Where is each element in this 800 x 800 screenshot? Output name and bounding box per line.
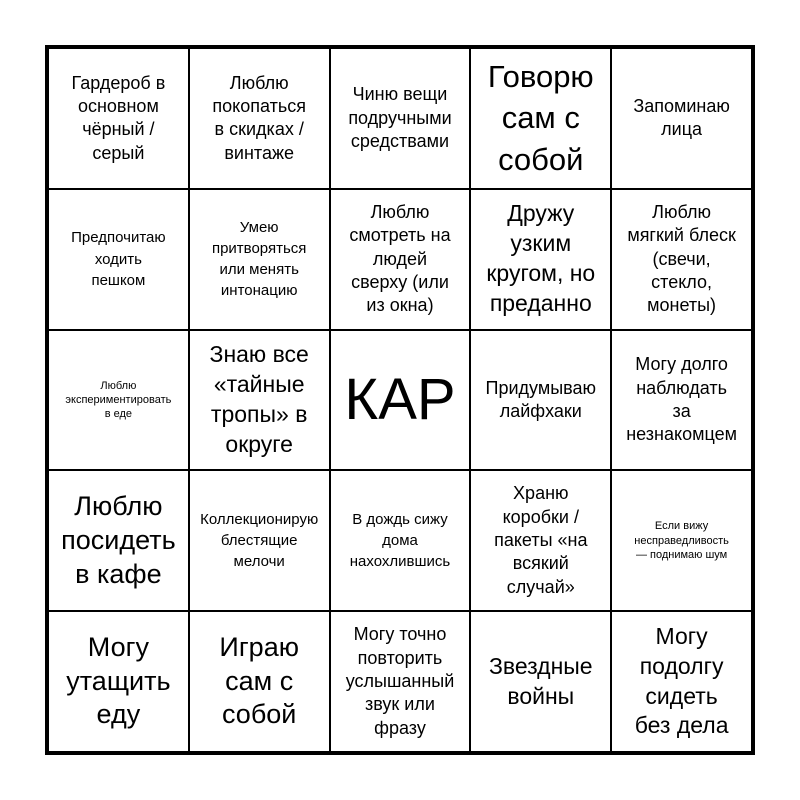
bingo-cell: Люблю смотреть на людей сверху (или из окна) (330, 189, 471, 330)
bingo-cell: Гардероб в основном чёрный / серый (48, 48, 189, 189)
bingo-cell: Люблю посидеть в кафе (48, 470, 189, 611)
bingo-cell: Предпочитаю ходить пешком (48, 189, 189, 330)
bingo-cell: Храню коробки / пакеты «на всякий случай» (470, 470, 611, 611)
bingo-cell: Люблю экспериментировать в еде (48, 330, 189, 471)
bingo-cell: Могу долго наблюдать за незнакомцем (611, 330, 752, 471)
bingo-cell: Люблю покопаться в скидках / винтаже (189, 48, 330, 189)
bingo-cell: В дождь сижу дома нахохлившись (330, 470, 471, 611)
bingo-cell: Звездные войны (470, 611, 611, 752)
bingo-cell: Дружу узким кругом, но преданно (470, 189, 611, 330)
bingo-cell: Могу подолгу сидеть без дела (611, 611, 752, 752)
bingo-cell: Могу утащить еду (48, 611, 189, 752)
bingo-cell: Придумываю лайфхаки (470, 330, 611, 471)
bingo-cell: Могу точно повторить услышанный звук или фразу (330, 611, 471, 752)
bingo-cell: Запоминаю лица (611, 48, 752, 189)
bingo-cell: Коллекционирую блестящие мелочи (189, 470, 330, 611)
bingo-board (45, 45, 755, 755)
bingo-cell: Умею притворяться или менять интонацию (189, 189, 330, 330)
bingo-cell: Говорю сам с собой (470, 48, 611, 189)
bingo-cell: Если вижу несправедливость — поднимаю шум (611, 470, 752, 611)
bingo-cell: Люблю мягкий блеск (свечи, стекло, монеты) (611, 189, 752, 330)
bingo-cell: Играю сам с собой (189, 611, 330, 752)
bingo-cell: Чиню вещи подручными средствами (330, 48, 471, 189)
center-free-cell: КАР (330, 330, 471, 471)
bingo-cell: Знаю все «тайные тропы» в округе (189, 330, 330, 471)
